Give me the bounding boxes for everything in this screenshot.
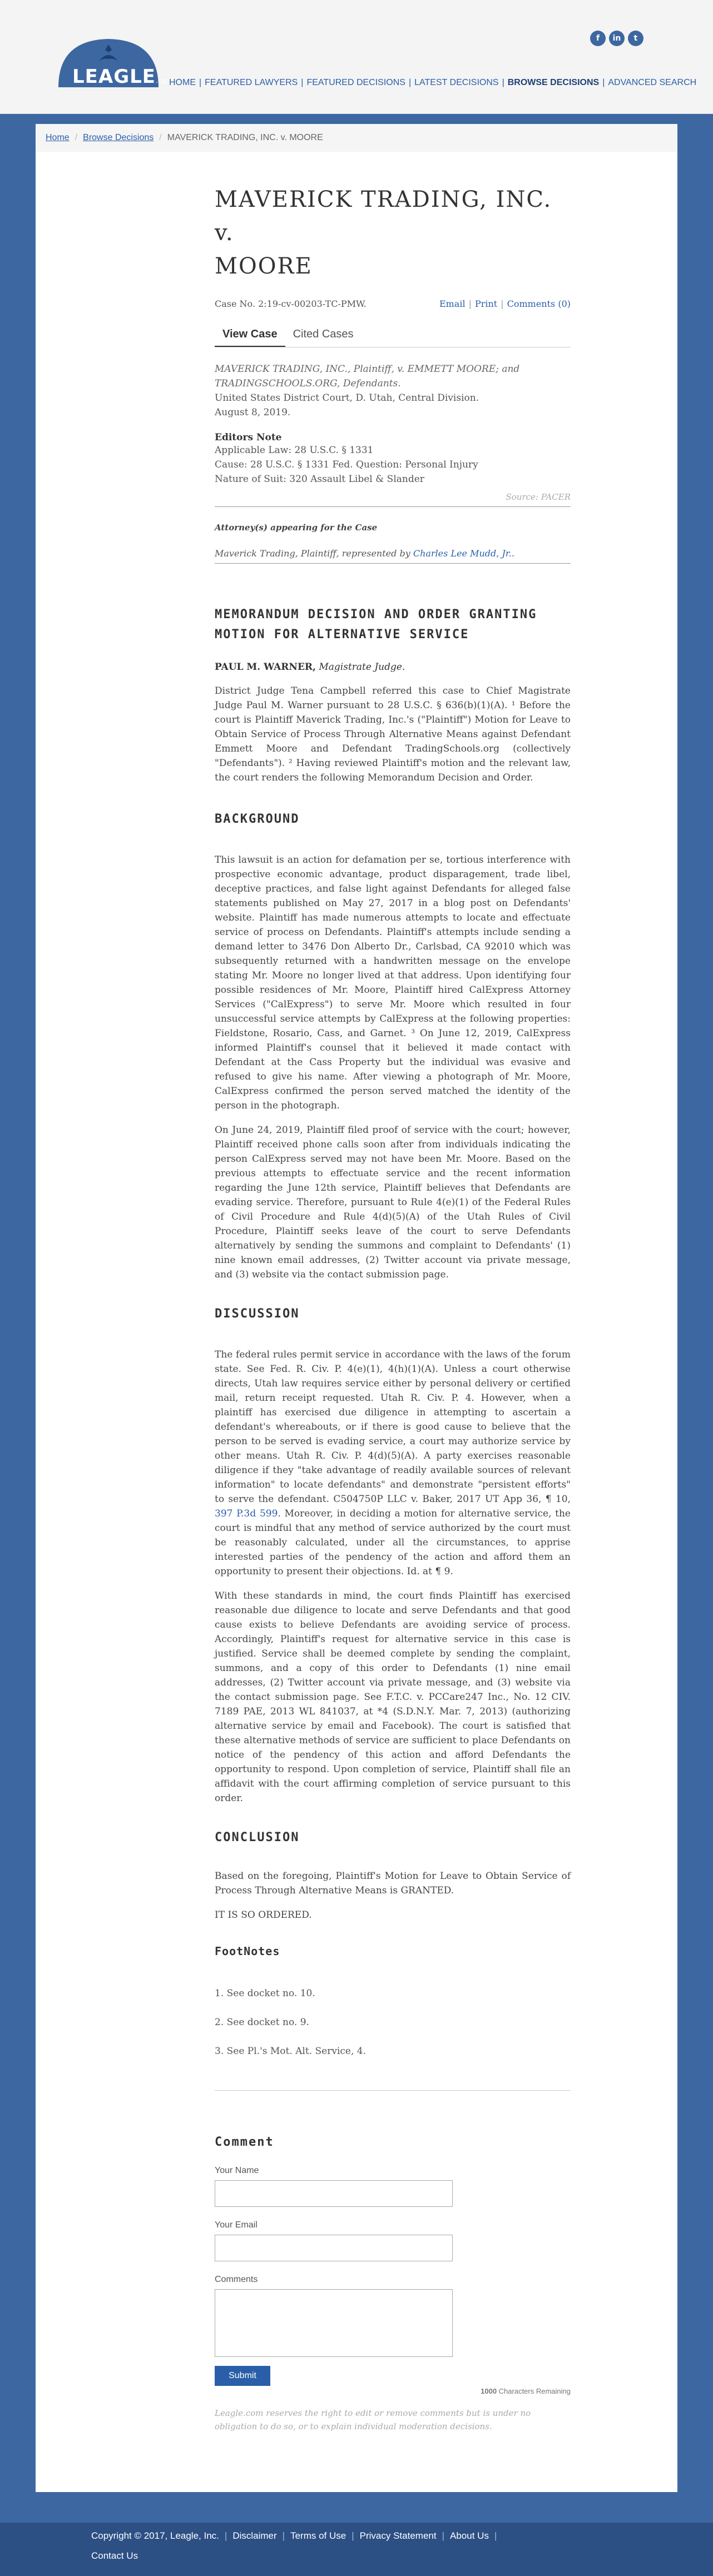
name-input[interactable] bbox=[215, 2180, 453, 2207]
main-nav: HOME | FEATURED LAWYERS | FEATURED DECISIONS | LATEST DECISIONS | BROWSE DECISIONS | ADVANCED SEARCH bbox=[166, 78, 700, 88]
tab-view-case[interactable]: View Case bbox=[215, 326, 285, 347]
intro-paragraph: District Judge Tena Campbell referred this case to Chief Magistrate Judge Paul M. Warner pursuant to 28 U.S.C. § 636(b)(1)(A). ¹ Before the court is Plaintiff Maverick Trading, Inc.'s ("Plaintiff") Motion for Leave to Obtain Service of Process Through Alternative Means against Defendant Emmett Moore and Defendant TradingSchools.org (collectively "Defendants"). ² Having reviewed Plaintiff's motion and the relevant law, the court renders the following Memorandum Decision and Order. bbox=[215, 685, 571, 783]
cause: Cause: 28 U.S.C. § 1331 Fed. Question: Personal Injury bbox=[215, 459, 478, 470]
case-content bbox=[215, 152, 571, 2433]
site-footer bbox=[0, 2523, 713, 2576]
footer-disclaimer[interactable]: Disclaimer bbox=[232, 2530, 277, 2541]
discussion-heading: DISCUSSION bbox=[215, 1307, 300, 1321]
copyright: Copyright © 2017, Leagle, Inc. bbox=[91, 2530, 219, 2541]
editors-note bbox=[215, 432, 571, 486]
judge-line: PAUL M. WARNER, Magistrate Judge. bbox=[215, 662, 405, 673]
site-header bbox=[0, 0, 713, 114]
nature-of-suit: Nature of Suit: 320 Assault Libel & Slander bbox=[215, 474, 424, 485]
nav-advanced-search[interactable]: ADVANCED SEARCH bbox=[608, 78, 697, 87]
nav-home[interactable]: HOME bbox=[169, 78, 196, 87]
comments-label: Comments bbox=[215, 2275, 258, 2284]
footer-about[interactable]: About Us bbox=[450, 2530, 489, 2541]
breadcrumb-current: MAVERICK TRADING, INC. v. MOORE bbox=[167, 133, 323, 142]
nav-featured-decisions[interactable]: FEATURED DECISIONS bbox=[306, 78, 405, 87]
attorney-entry: Maverick Trading, Plaintiff, represented by Charles Lee Mudd, Jr.. bbox=[215, 548, 514, 559]
case-tabs bbox=[215, 326, 571, 347]
case-title: MAVERICK TRADING, INC. v. MOORE bbox=[215, 187, 552, 279]
background-heading: BACKGROUND bbox=[215, 812, 300, 826]
case-parties: MAVERICK TRADING, INC., Plaintiff, v. EMMETT MOORE; and TRADINGSCHOOLS.ORG, Defendants. bbox=[215, 364, 520, 389]
name-label: Your Name bbox=[215, 2166, 259, 2175]
email-label: Your Email bbox=[215, 2220, 258, 2230]
footer-row-1: Copyright © 2017, Leagle, Inc. | Disclaimer | Terms of Use | Privacy Statement | About Us | bbox=[91, 2530, 497, 2541]
breadcrumb: Home / Browse Decisions / MAVERICK TRADING, INC. v. MOORE bbox=[36, 124, 677, 152]
discussion-paragraph-2: With these standards in mind, the court finds Plaintiff has exercised reasonable due diligence to locate and serve Defendants and that good cause exists to believe Defendants are avoiding service of process. Accordingly, Plaintiff's request for alternative service in this case is justified. Service shall be deemed complete by sending the complaint, summons, and a copy of this order to Defendants (1) nine email addresses, (2) Twitter account via private message, and (3) website via the contact submission page. See F.T.C. v. PCCare247 Inc., No. 12 CIV. 7189 PAE, 2013 WL 841037, at *4 (S.D.N.Y. Mar. 7, 2013) (authorizing alternative service by email and Facebook). The court is satisfied that these alternative methods of service are sufficient to place Defendants on notice of the pendency of this action and afford Defendants the opportunity to respond. Upon completion of service, Plaintiff shall file an affidavit with the court affirming completion of service pursuant to this order. bbox=[215, 1590, 571, 1804]
decision-heading: MEMORANDUM DECISION AND ORDER GRANTING MOTION FOR ALTERNATIVE SERVICE bbox=[215, 608, 537, 641]
conclusion-heading: CONCLUSION bbox=[215, 1831, 300, 1844]
decision-body bbox=[215, 605, 571, 1922]
email-link[interactable]: Email bbox=[439, 299, 466, 309]
footnote-item: 3. See Pl.'s Mot. Alt. Service, 4. bbox=[215, 2046, 366, 2057]
logo-text: LEAGLE.com bbox=[72, 66, 175, 88]
comments-link[interactable]: Comments (0) bbox=[507, 299, 571, 309]
attorneys-section bbox=[215, 523, 571, 559]
footer-privacy[interactable]: Privacy Statement bbox=[359, 2530, 437, 2541]
source-label: Source: PACER bbox=[506, 492, 571, 502]
main-page bbox=[36, 152, 677, 2492]
footer-row-2 bbox=[91, 2550, 138, 2562]
discussion-paragraph-1: The federal rules permit service in accordance with the laws of the forum state. See Fed. R. Civ. P. 4(e)(1), 4(h)(1)(A). Unless a court otherwise directs, Utah law requires service either by personal delivery or certified mail, return receipt requested. Utah R. Civ. P. 4. However, when a plaintiff has exercised due diligence in attempting to ascertain a defendant's whereabouts, or if there is good cause to believe that the person to be served is evading service, a court may authorize service by other means. Utah R. Civ. P. 4(d)(5)(A). A party exercises reasonable diligence if they "take advantage of readily available sources of relevant information" to locate defendants" and demonstrate "persistent efforts" to serve the defendant. C504750P LLC v. Baker, 2017 UT App 36, ¶ 10, 397 P.3d 599. Moreover, in deciding a motion for alternative service, the court is mindful that any method of service authorized by the court must be reasonably calculated, under all the circumstances, to apprise interested parties of the pendency of the action and afford them an opportunity to present their objections. Id. at ¶ 9. bbox=[215, 1349, 571, 1577]
case-number: Case No. 2:19-cv-00203-TC-PMW. bbox=[215, 299, 367, 309]
nav-browse-decisions[interactable]: BROWSE DECISIONS bbox=[507, 78, 600, 87]
case-meta: Case No. 2:19-cv-00203-TC-PMW. Email | Print | Comments (0) bbox=[215, 299, 571, 309]
editors-note-title: Editors Note bbox=[215, 432, 282, 443]
background-paragraph-2: On June 24, 2019, Plaintiff filed proof of service with the court; however, Plaintiff received phone calls soon after from individuals indicating the person CalExpress served may not have been Mr. Moore. Based on the previous attempts to effectuate service and the recent information regarding the June 12th service, Plaintiff believes that Defendants are evading service. Therefore, pursuant to Rule 4(e)(1) of the Federal Rules of Civil Procedure and Rule 4(d)(5)(A) of the Utah Rules of Civil Procedure, Plaintiff seeks leave of the court to serve Defendants alternatively by sending the summons and complaint to Defendants' (1) nine known email addresses, (2) Twitter account via private message, and (3) website via the contact submission page. bbox=[215, 1125, 571, 1280]
comment-disclaimer: Leagle.com reserves the right to edit or remove comments but is under no obligation to do so, or to explain individual moderation decisions. bbox=[215, 2408, 531, 2431]
footnote-item: 2. See docket no. 9. bbox=[215, 2017, 309, 2028]
email-input[interactable] bbox=[215, 2235, 453, 2261]
footnotes-title: FootNotes bbox=[215, 1945, 280, 1958]
conclusion-paragraph: Based on the foregoing, Plaintiff's Motion for Leave to Obtain Service of Process Through Alternative Means is GRANTED. bbox=[215, 1871, 571, 1896]
divider bbox=[215, 563, 571, 564]
attorney-link[interactable]: Charles Lee Mudd, Jr. bbox=[413, 548, 512, 559]
comments-textarea[interactable] bbox=[215, 2289, 453, 2357]
footer-terms[interactable]: Terms of Use bbox=[290, 2530, 346, 2541]
breadcrumb-browse[interactable]: Browse Decisions bbox=[83, 133, 154, 142]
comment-title: Comment bbox=[215, 2135, 274, 2149]
footnotes bbox=[215, 1945, 571, 2057]
divider bbox=[215, 2090, 571, 2091]
twitter-icon[interactable]: t bbox=[628, 31, 643, 46]
applicable-law: Applicable Law: 28 U.S.C. § 1331 bbox=[215, 445, 374, 456]
linkedin-icon[interactable]: in bbox=[609, 31, 625, 46]
facebook-icon[interactable]: f bbox=[590, 31, 606, 46]
comment-form bbox=[215, 2135, 571, 2433]
attorneys-title: Attorney(s) appearing for the Case bbox=[215, 523, 378, 533]
so-ordered: IT IS SO ORDERED. bbox=[215, 1909, 312, 1921]
print-link[interactable]: Print bbox=[474, 299, 498, 309]
footer-contact[interactable]: Contact Us bbox=[91, 2550, 138, 2561]
submit-button[interactable]: Submit bbox=[215, 2366, 270, 2386]
citation-link[interactable]: 397 P.3d 599 bbox=[215, 1508, 278, 1519]
nav-featured-lawyers[interactable]: FEATURED LAWYERS bbox=[205, 78, 298, 87]
breadcrumb-home[interactable]: Home bbox=[46, 133, 70, 142]
tab-cited-cases[interactable]: Cited Cases bbox=[293, 328, 354, 340]
characters-remaining: 1000 Characters Remaining bbox=[481, 2387, 571, 2395]
background-paragraph-1: This lawsuit is an action for defamation per se, tortious interference with prospective economic advantage, product disparagement, trade libel, deceptive practices, and false light against Defendants for alleged false statements published on May 27, 2017 in a blog post on Defendants' website. Plaintiff has made numerous attempts to locate and effectuate service of process on Defendants. Plaintiff's attempts include sending a demand letter to 3476 Don Alberto Dr., Carlsbad, CA 92010 which was subsequently returned with a handwritten message on the envelope stating Mr. Moore no longer lived at that address. Upon identifying four possible residences of Mr. Moore, Plaintiff hired CalExpress Attorney Services ("CalExpress") to serve Mr. Moore which resulted in four unsuccessful service attempts by CalExpress at the following properties: Fieldstone, Rosario, Cass, and Garnet. ³ On June 12, 2019, CalExpress informed Plaintiff's counsel that it believed it made contact with Defendant at the Cass Property but the individual was evasive and refused to give his name. After viewing a photograph of Mr. Moore, CalExpress confirmed the person served matched the identity of the person in the photograph. bbox=[215, 854, 571, 1111]
social-links bbox=[590, 31, 643, 46]
court-name: United States District Court, D. Utah, Central Division. bbox=[215, 392, 479, 404]
decision-date: August 8, 2019. bbox=[215, 407, 291, 418]
nav-latest-decisions[interactable]: LATEST DECISIONS bbox=[414, 78, 499, 87]
divider bbox=[215, 506, 571, 507]
footnote-item: 1. See docket no. 10. bbox=[215, 1988, 315, 1999]
